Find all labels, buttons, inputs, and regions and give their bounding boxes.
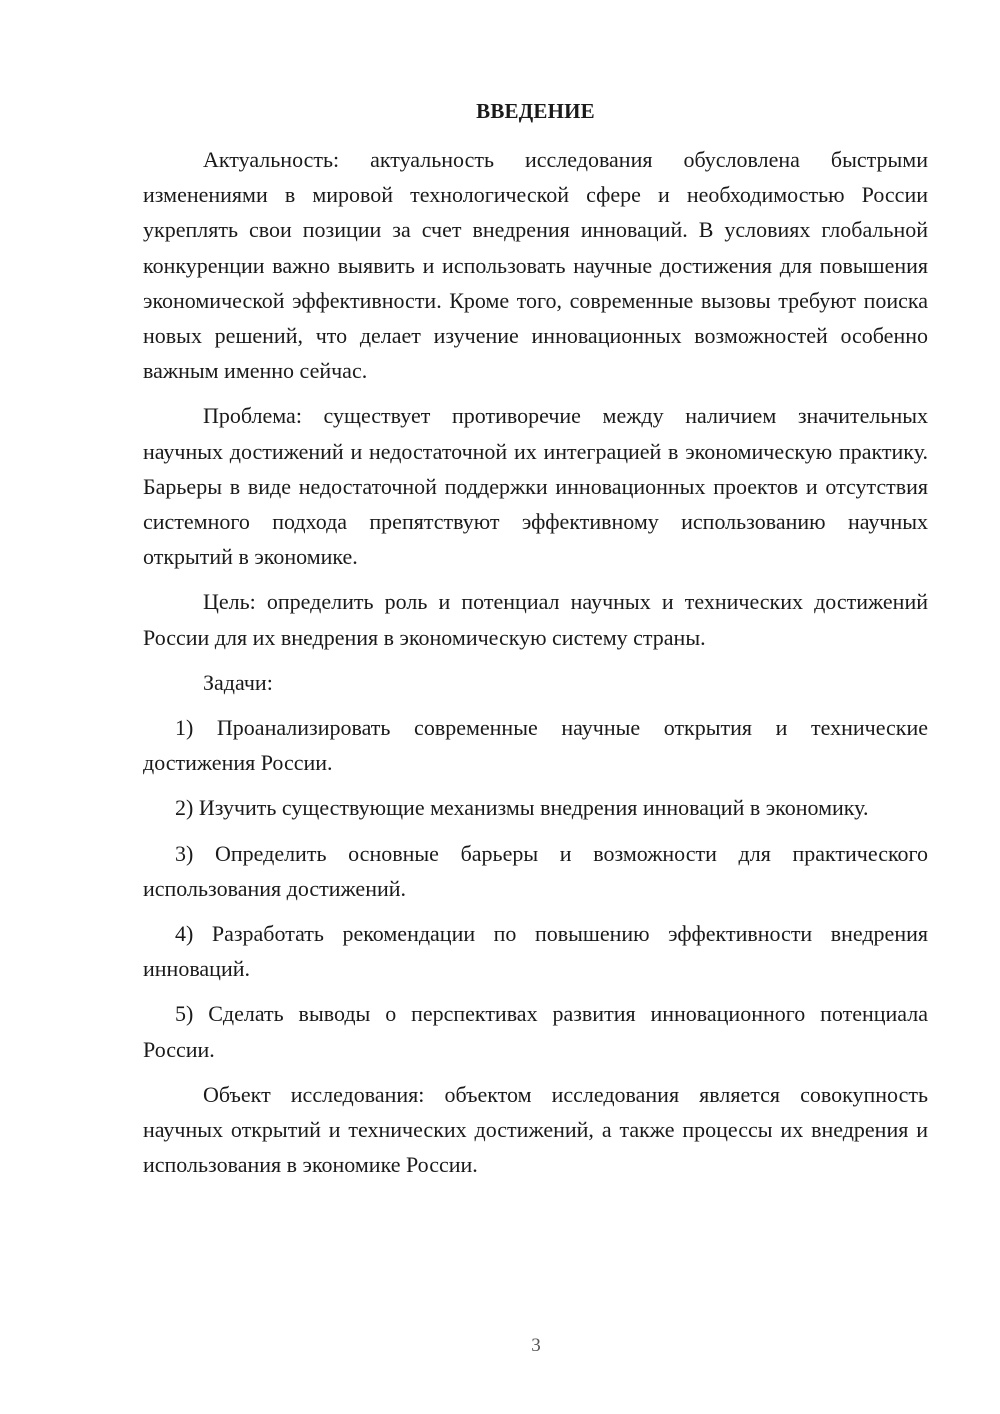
paragraph-object: Объект исследования: объектом исследования является совокупность научных открытий и технических достижений, а также процессы их внедрения и использования в экономике России. xyxy=(143,1081,928,1178)
page-number: 3 xyxy=(531,1335,541,1356)
task-item-4: 4) Разработать рекомендации по повышению эффективности внедрения инноваций. xyxy=(143,921,928,982)
document-body xyxy=(143,142,928,1192)
task-item-1: 1) Проанализировать современные научные открытия и технические достижения России. xyxy=(143,715,928,776)
paragraph-problem: Проблема: существует противоречие между наличием значительных научных достижений и недостаточной их интеграцией в экономическую практику. Барьеры в виде недостаточной поддержки инновационных проектов и отсутствия системного подхода препятствуют эффективному использованию научных открытий в экономике. xyxy=(143,403,928,570)
task-item-3: 3) Определить основные барьеры и возможности для практического использования достижений. xyxy=(143,840,928,901)
task-item-2: 2) Изучить существующие механизмы внедрения инноваций в экономику. xyxy=(175,795,869,821)
paragraph-relevance: Актуальность: актуальность исследования обусловлена быстрыми изменениями в мировой технологической сфере и необходимостью России укреплять свои позиции за счет внедрения инноваций. В условиях глобальной конкуренции важно выявить и использовать научные достижения для повышения экономической эффективности. Кроме того, современные вызовы требуют поиска новых решений, что делает изучение инновационных возможностей особенно важным именно сейчас. xyxy=(143,147,928,384)
paragraph-goal: Цель: определить роль и потенциал научных и технических достижений России для их внедрения в экономическую систему страны. xyxy=(143,589,928,650)
page-title: ВВЕДЕНИЕ xyxy=(476,99,595,123)
paragraph-tasks-heading: Задачи: xyxy=(203,669,273,695)
task-item-5: 5) Сделать выводы о перспективах развития инновационного потенциала России. xyxy=(143,1001,928,1062)
